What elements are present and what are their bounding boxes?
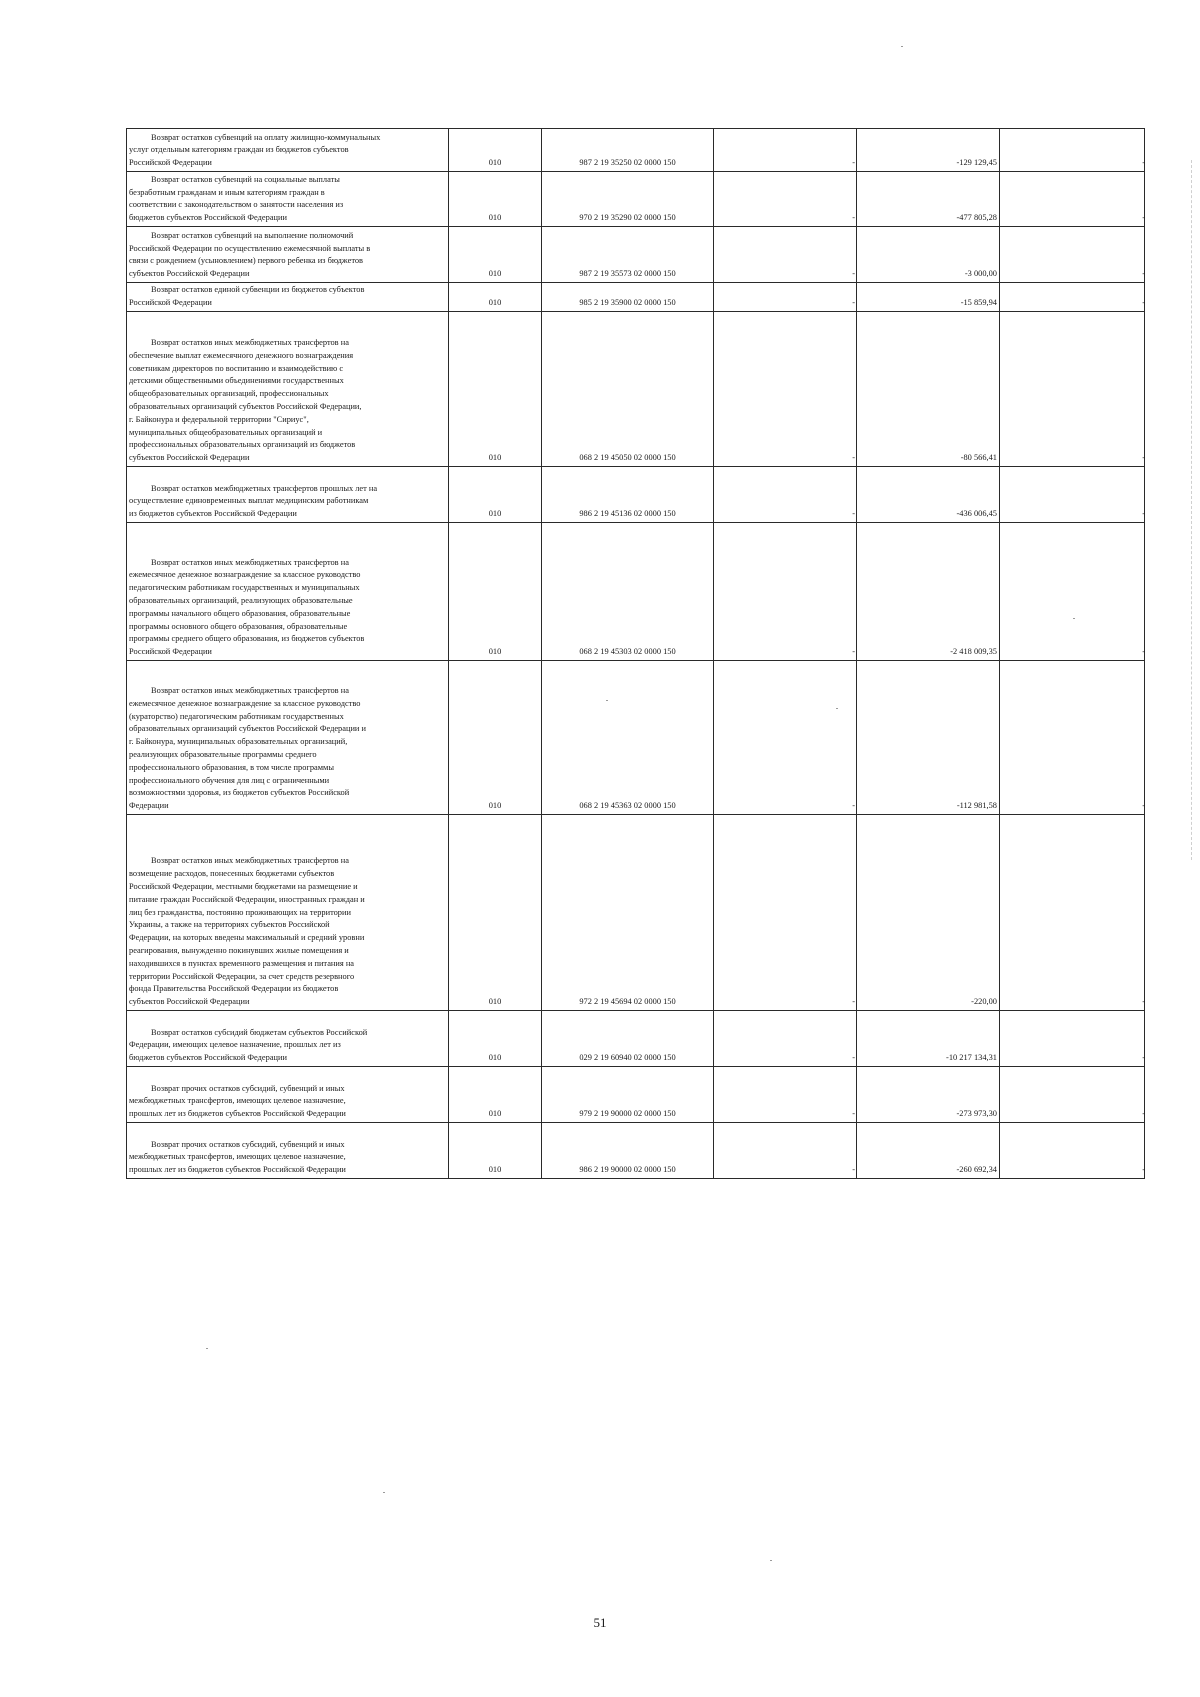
table-row	[127, 312, 1145, 467]
row-unexecuted: -	[1142, 801, 1145, 811]
row-unexecuted: -	[1142, 997, 1145, 1007]
row-unexecuted-cell	[1000, 1123, 1145, 1179]
row-approved-cell	[714, 227, 857, 283]
row-unexecuted-cell	[1000, 312, 1145, 467]
row-budget-code: 068 2 19 45303 02 0000 150	[542, 523, 714, 661]
row-executed: -477 805,28	[857, 172, 1000, 227]
row-name-cell	[127, 312, 449, 467]
row-approved-cell	[714, 312, 857, 467]
row-approved: -	[852, 997, 855, 1007]
row-approved: -	[852, 647, 855, 657]
row-budget-code: 986 2 19 90000 02 0000 150	[542, 1123, 714, 1179]
row-budget-code: 985 2 19 35900 02 0000 150	[542, 283, 714, 312]
row-approved-cell	[714, 661, 857, 815]
table-row	[127, 1011, 1145, 1067]
scan-edge-artifact	[1191, 160, 1193, 860]
row-unexecuted-cell	[1000, 283, 1145, 312]
row-approved-cell	[714, 523, 857, 661]
row-approved-cell	[714, 129, 857, 172]
row-name-cell	[127, 227, 449, 283]
row-unexecuted: -	[1142, 158, 1145, 168]
row-approved: -	[852, 1053, 855, 1063]
row-unexecuted: -	[1142, 647, 1145, 657]
row-approved: -	[852, 801, 855, 811]
row-executed: -2 418 009,35	[857, 523, 1000, 661]
row-budget-code: 068 2 19 45363 02 0000 150	[542, 661, 714, 815]
row-name: Возврат остатков иных межбюджетных трансфертов на обеспечение выплат ежемесячного денежного вознаграждения советникам директоров по воспитанию и взаимодействию с детскими общественными объединениями государственных общеобразовательных организаций, профессиональных образовательных организаций субъектов Российской Федерации, г. Байконура и федеральной территории "Сириус", муниципальных общеобразовательных организаций и профессиональных образовательных организаций из бюджетов субъектов Российской Федерации	[129, 338, 362, 463]
row-name-cell	[127, 172, 449, 227]
row-name: Возврат остатков субвенций на оплату жилищно-коммунальных услуг отдельным категориям граждан из бюджетов субъектов Российской Федерации	[129, 132, 381, 168]
row-approved-cell	[714, 172, 857, 227]
row-approved: -	[852, 1109, 855, 1119]
row-unexecuted: -	[1142, 1053, 1145, 1063]
table-row	[127, 1067, 1145, 1123]
row-name-cell	[127, 661, 449, 815]
row-budget-code: 970 2 19 35290 02 0000 150	[542, 172, 714, 227]
row-line-code: 010	[449, 283, 542, 312]
row-executed: -129 129,45	[857, 129, 1000, 172]
row-unexecuted: -	[1142, 1109, 1145, 1119]
row-executed: -10 217 134,31	[857, 1011, 1000, 1067]
row-approved-cell	[714, 1123, 857, 1179]
row-unexecuted: -	[1142, 1165, 1145, 1175]
row-approved: -	[852, 158, 855, 168]
row-executed: -3 000,00	[857, 227, 1000, 283]
row-name-cell	[127, 1123, 449, 1179]
row-budget-code: 029 2 19 60940 02 0000 150	[542, 1011, 714, 1067]
row-unexecuted: -	[1142, 509, 1145, 519]
row-unexecuted: -	[1142, 269, 1145, 279]
row-approved: -	[852, 213, 855, 223]
row-name-cell	[127, 129, 449, 172]
table-row	[127, 227, 1145, 283]
row-unexecuted-cell	[1000, 129, 1145, 172]
row-approved: -	[852, 1165, 855, 1175]
row-name-cell	[127, 283, 449, 312]
row-name: Возврат остатков иных межбюджетных трансфертов на ежемесячное денежное вознаграждение за классное руководство (кураторство) педагогическим работникам государственных образовательных организаций субъектов Российской Федерации и г. Байконура, муниципальных образовательных организаций, реализующих образовательные программы среднего профессионального образования, в том числе программы профессионального обучения для лиц с ограниченными возможностями здоровья, из бюджетов субъектов Российской Федерации	[129, 686, 366, 811]
row-unexecuted-cell	[1000, 661, 1145, 815]
row-name: Возврат остатков межбюджетных трансфертов прошлых лет на осуществление единовременных выплат медицинским работникам из бюджетов субъектов Российской Федерации	[129, 483, 378, 519]
row-line-code: 010	[449, 227, 542, 283]
row-unexecuted-cell	[1000, 172, 1145, 227]
row-name: Возврат остатков единой субвенции из бюджетов субъектов Российской Федерации	[129, 285, 365, 308]
row-executed: -112 981,58	[857, 661, 1000, 815]
row-name-cell	[127, 1011, 449, 1067]
row-name-cell	[127, 815, 449, 1011]
row-budget-code: 987 2 19 35250 02 0000 150	[542, 129, 714, 172]
row-line-code: 010	[449, 1123, 542, 1179]
row-unexecuted: -	[1142, 213, 1145, 223]
row-unexecuted: -	[1142, 298, 1145, 308]
table-row	[127, 129, 1145, 172]
row-line-code: 010	[449, 312, 542, 467]
row-name-cell	[127, 467, 449, 523]
row-line-code: 010	[449, 815, 542, 1011]
row-name: Возврат остатков иных межбюджетных трансфертов на возмещение расходов, понесенных бюджетами субъектов Российской Федерации, местными бюджетами на размещение и питание граждан Российской Федерации, иностранных граждан и лиц без гражданства, постоянно проживающих на территории Украины, а также на территориях субъектов Российской Федерации, на которых введены максимальный и средний уровни реагирования, вынужденно покинувших жилые помещения и находившихся в пунктах временного размещения и питания на территории Российской Федерации, за счет средств резервного фонда Правительства Российской Федерации из бюджетов субъектов Российской Федерации	[129, 856, 365, 1007]
row-name: Возврат прочих остатков субсидий, субвенций и иных межбюджетных трансфертов, имеющих целевое назначение, прошлых лет из бюджетов субъектов Российской Федерации	[129, 1083, 346, 1119]
row-unexecuted: -	[1142, 453, 1145, 463]
row-unexecuted-cell	[1000, 467, 1145, 523]
row-executed: -436 006,45	[857, 467, 1000, 523]
row-approved-cell	[714, 1011, 857, 1067]
row-line-code: 010	[449, 1067, 542, 1123]
table-row	[127, 172, 1145, 227]
row-approved-cell	[714, 283, 857, 312]
row-executed: -273 973,30	[857, 1067, 1000, 1123]
row-name: Возврат прочих остатков субсидий, субвенций и иных межбюджетных трансфертов, имеющих целевое назначение, прошлых лет из бюджетов субъектов Российской Федерации	[129, 1139, 346, 1175]
row-executed: -80 566,41	[857, 312, 1000, 467]
row-executed: -260 692,34	[857, 1123, 1000, 1179]
table-row	[127, 1123, 1145, 1179]
row-name: Возврат остатков субвенций на выполнение полномочий Российской Федерации по осуществлению ежемесячной выплаты в связи с рождением (усыновлением) первого ребенка из бюджетов субъектов Российской Федерации	[129, 230, 371, 279]
row-line-code: 010	[449, 129, 542, 172]
row-budget-code: 972 2 19 45694 02 0000 150	[542, 815, 714, 1011]
table-row	[127, 467, 1145, 523]
scan-speck	[383, 1492, 385, 1493]
row-approved: -	[852, 509, 855, 519]
row-name: Возврат остатков субвенций на социальные выплаты безработным гражданам и иным категориям граждан в соответствии с законодательством о занятости населения из бюджетов субъектов Российской Федерации	[129, 174, 344, 223]
row-line-code: 010	[449, 661, 542, 815]
row-line-code: 010	[449, 1011, 542, 1067]
row-executed: -220,00	[857, 815, 1000, 1011]
row-approved-cell	[714, 815, 857, 1011]
scan-speck	[770, 1560, 772, 1561]
row-approved-cell	[714, 467, 857, 523]
table-row	[127, 283, 1145, 312]
row-unexecuted-cell	[1000, 1011, 1145, 1067]
row-unexecuted-cell	[1000, 815, 1145, 1011]
row-approved: -	[852, 298, 855, 308]
table-row	[127, 815, 1145, 1011]
row-name-cell	[127, 1067, 449, 1123]
row-budget-code: 986 2 19 45136 02 0000 150	[542, 467, 714, 523]
row-budget-code: 987 2 19 35573 02 0000 150	[542, 227, 714, 283]
row-budget-code: 979 2 19 90000 02 0000 150	[542, 1067, 714, 1123]
row-executed: -15 859,94	[857, 283, 1000, 312]
table-row	[127, 661, 1145, 815]
row-line-code: 010	[449, 467, 542, 523]
row-name-cell	[127, 523, 449, 661]
row-approved: -	[852, 453, 855, 463]
row-line-code: 010	[449, 523, 542, 661]
row-name: Возврат остатков иных межбюджетных трансфертов на ежемесячное денежное вознаграждение за классное руководство педагогическим работникам государственных и муниципальных образовательных организаций, реализующих образовательные программы начального общего образования, образовательные программы основного общего образования, образовательные программы среднего общего образования, из бюджетов субъектов Российской Федерации	[129, 557, 365, 657]
row-budget-code: 068 2 19 45050 02 0000 150	[542, 312, 714, 467]
row-name: Возврат остатков субсидий бюджетам субъектов Российской Федерации, имеющих целевое назначение, прошлых лет из бюджетов субъектов Российской Федерации	[129, 1027, 368, 1063]
scan-speck	[206, 1348, 208, 1349]
row-unexecuted-cell	[1000, 523, 1145, 661]
table-row	[127, 523, 1145, 661]
row-unexecuted-cell	[1000, 227, 1145, 283]
budget-returns-table	[126, 128, 1145, 1179]
row-unexecuted-cell	[1000, 1067, 1145, 1123]
page-number: 51	[593, 1615, 607, 1630]
row-line-code: 010	[449, 172, 542, 227]
scan-speck	[901, 46, 903, 47]
row-approved-cell	[714, 1067, 857, 1123]
row-approved: -	[852, 269, 855, 279]
